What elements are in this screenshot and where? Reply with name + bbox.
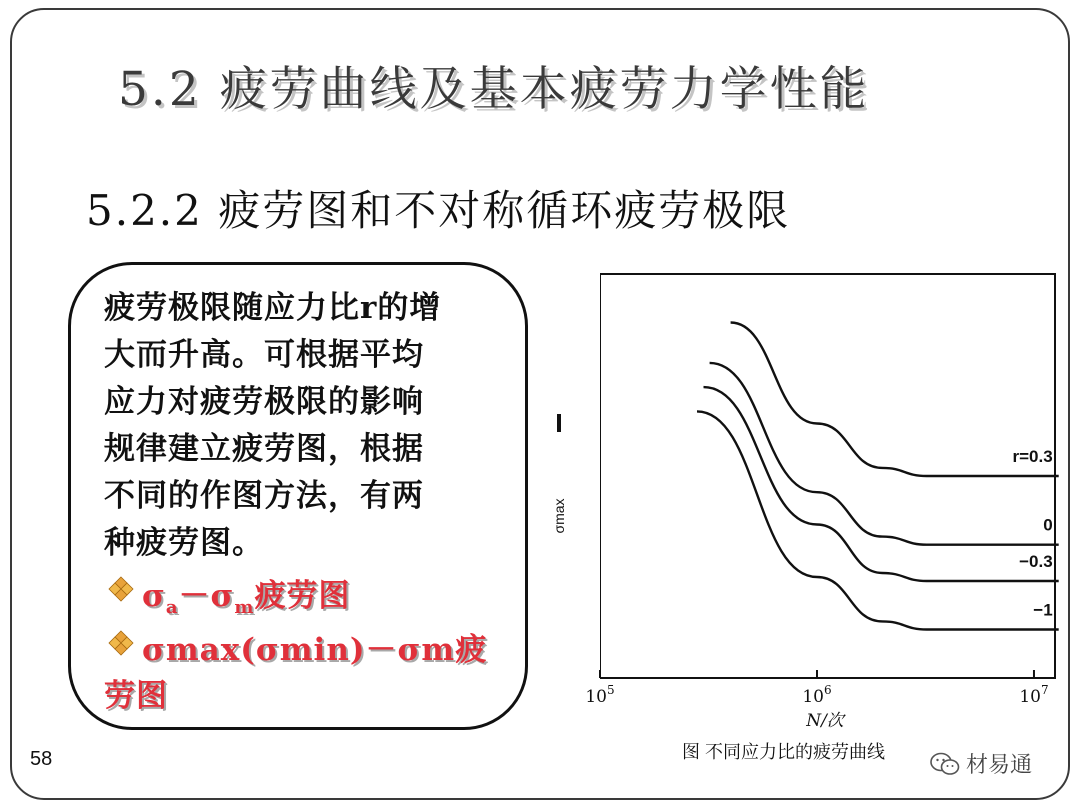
fatigue-curve-figure xyxy=(540,268,1060,738)
figure-caption: 图 不同应力比的疲劳曲线 xyxy=(682,742,885,762)
x-axis-label: N/次 xyxy=(806,711,844,731)
paragraph-line: 大而升高。可根据平均 xyxy=(104,337,424,373)
paragraph-line: 应力对疲劳极限的影响 xyxy=(104,384,424,420)
bullet-sigma-max-line-1: σmax(σmin)－σm疲 xyxy=(142,632,488,668)
wechat-icon xyxy=(930,751,960,777)
series-label-3: −1 xyxy=(1033,600,1053,620)
paragraph-line: 种疲劳图。 xyxy=(104,525,264,561)
series-label-0: r=0.3 xyxy=(1012,447,1053,466)
slide-title: 5.2 疲劳曲线及基本疲劳力学性能 xyxy=(118,62,870,117)
diamond-bullet-icon xyxy=(108,630,134,656)
watermark xyxy=(930,748,1032,779)
x-tick-label-0: $10^5$ xyxy=(585,683,615,707)
figure-left-margin xyxy=(540,268,600,738)
series-label-2: −0.3 xyxy=(1019,552,1053,572)
y-axis-label: σmax xyxy=(551,498,567,534)
paragraph-line: 规律建立疲劳图，根据 xyxy=(104,431,424,467)
paragraph-line: 不同的作图方法，有两 xyxy=(104,478,424,514)
x-tick-label-1: $10^6$ xyxy=(802,683,832,707)
bullet-sigma-a-sigma-m: $\sigma_a-\sigma_m$疲劳图 xyxy=(142,578,351,619)
x-tick-label-2: $10^7$ xyxy=(1019,683,1049,707)
bullet-sigma-max-line-2: 劳图 xyxy=(104,678,168,714)
paragraph-line: 疲劳极限随应力比r的增 xyxy=(104,290,442,326)
section-subtitle: 5.2.2 疲劳图和不对称循环疲劳极限 xyxy=(86,186,791,235)
series-label-1: 0 xyxy=(1043,515,1053,535)
diamond-bullet-icon xyxy=(108,576,134,602)
page-number: 58 xyxy=(30,748,53,770)
watermark-text: 材易通 xyxy=(966,752,1033,777)
